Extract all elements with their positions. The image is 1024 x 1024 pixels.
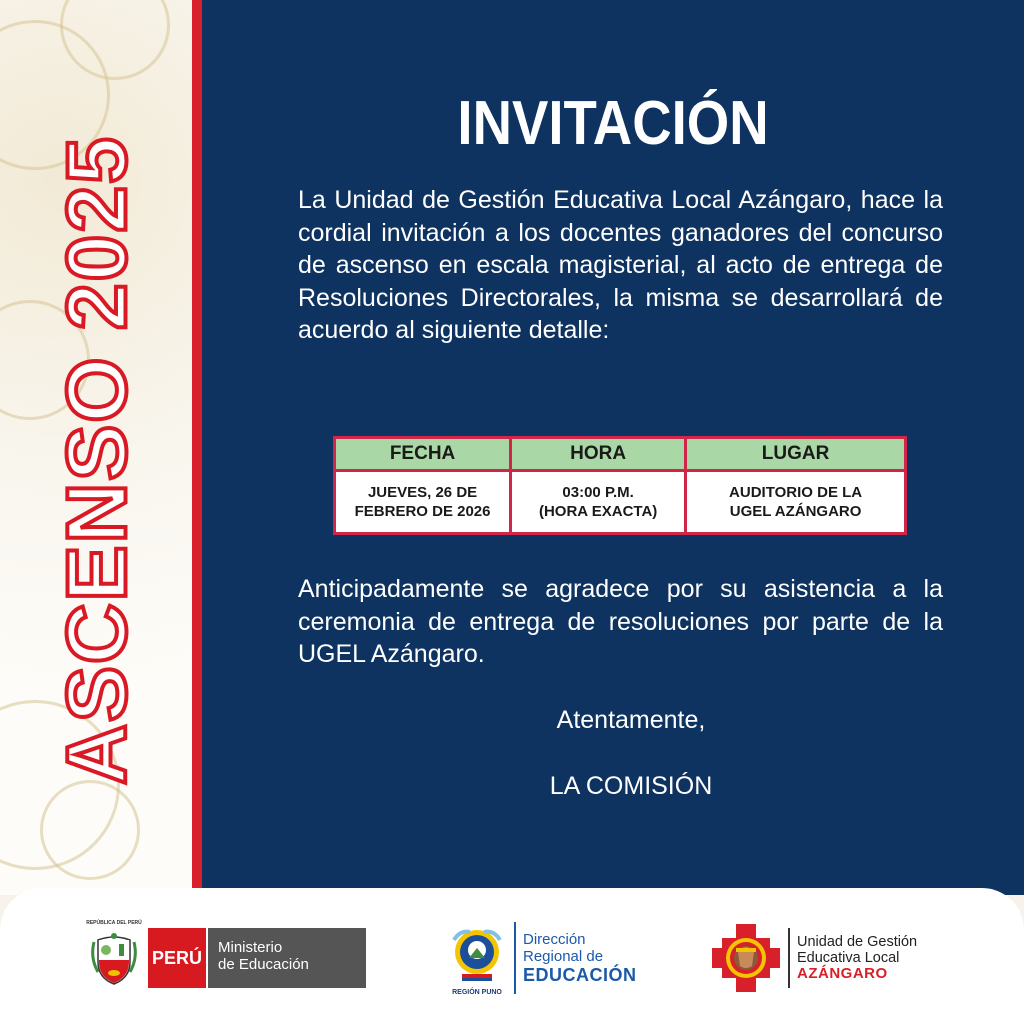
schedule-table bbox=[333, 436, 907, 535]
peru-label: PERÚ bbox=[148, 928, 206, 988]
ugel-azangaro-logo bbox=[710, 920, 917, 996]
dre-line-2: Regional de bbox=[523, 947, 604, 965]
table-row bbox=[335, 471, 906, 534]
closing-text: Atentamente, bbox=[556, 706, 706, 734]
ugel-seal-icon bbox=[710, 922, 782, 994]
ornament-swirl bbox=[40, 780, 140, 880]
lugar-line-1: AUDITORIO DE LA bbox=[729, 484, 863, 501]
crest-caption: REGIÓN PUNO bbox=[452, 989, 502, 996]
ugel-label bbox=[797, 934, 917, 982]
vertical-title: ASCENSO 2025 bbox=[49, 135, 144, 785]
ugel-line-2: Educativa Local bbox=[797, 950, 900, 966]
cell-lugar bbox=[686, 471, 906, 534]
fecha-line-2: FEBRERO DE 2026 bbox=[354, 503, 491, 520]
region-puno-crest-icon bbox=[448, 920, 506, 996]
schedule-header-row bbox=[335, 438, 906, 471]
dre-label bbox=[523, 931, 637, 986]
header-hora: HORA bbox=[511, 438, 686, 471]
fecha-line-1: JUEVES, 26 DE bbox=[367, 484, 478, 501]
ministry-label bbox=[206, 928, 366, 988]
lugar-line-2: UGEL AZÁNGARO bbox=[729, 503, 862, 520]
invitation-paragraph: La Unidad de Gestión Educativa Local Azángaro, hace la cordial invitación a los docentes ganadores del concurso de ascenso en escala magisterial, al acto de entrega de Resoluciones Directorales, la misma se desarrollará de acuerdo al siguiente detalle: bbox=[298, 186, 943, 344]
shield-caption: REPÚBLICA DEL PERÚ bbox=[86, 920, 142, 926]
ugel-line-3: AZÁNGARO bbox=[797, 965, 888, 982]
red-divider-bar bbox=[192, 0, 202, 895]
hora-line-1: 03:00 P.M. bbox=[562, 484, 634, 501]
page-title: INVITACIÓN bbox=[457, 89, 769, 158]
header-lugar: LUGAR bbox=[686, 438, 906, 471]
signature-text: LA COMISIÓN bbox=[549, 772, 713, 800]
cell-hora bbox=[511, 471, 686, 534]
minedu-logo bbox=[86, 920, 366, 988]
ugel-line-1: Unidad de Gestión bbox=[797, 934, 918, 950]
hora-line-2: (HORA EXACTA) bbox=[538, 503, 658, 520]
left-decorative-strip bbox=[0, 0, 196, 895]
thanks-paragraph: Anticipadamente se agradece por su asistencia a la ceremonia de entrega de resoluciones por parte de la UGEL Azángaro. bbox=[298, 575, 943, 668]
dre-puno-logo bbox=[448, 918, 637, 998]
peru-coat-of-arms-icon bbox=[88, 928, 140, 988]
dre-line-1: Dirección bbox=[523, 930, 586, 948]
dre-divider bbox=[514, 922, 516, 994]
ugel-divider bbox=[788, 928, 790, 988]
cell-fecha bbox=[335, 471, 511, 534]
dre-line-3: EDUCACIÓN bbox=[523, 964, 637, 985]
header-fecha: FECHA bbox=[335, 438, 511, 471]
ministry-line-2: de Educación bbox=[218, 956, 309, 973]
ministry-line-1: Ministerio bbox=[218, 939, 283, 956]
